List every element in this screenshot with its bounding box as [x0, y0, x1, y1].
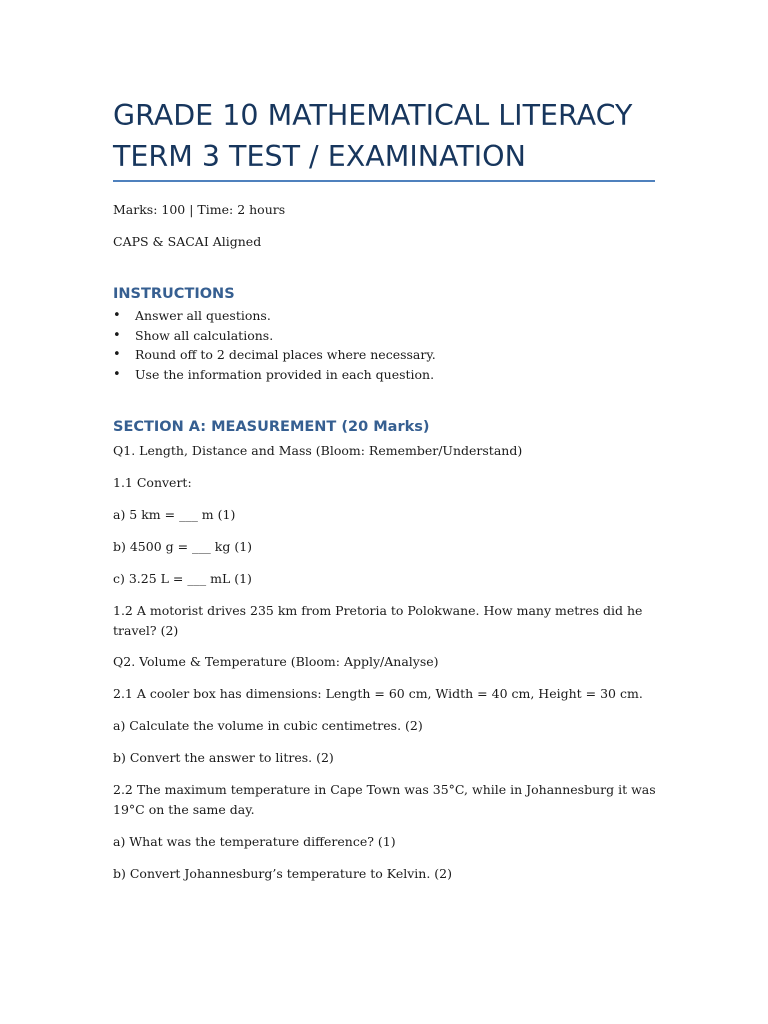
title-underline	[113, 180, 655, 182]
q2-title: Q2. Volume & Temperature (Bloom: Apply/Analyse)	[113, 654, 439, 669]
q1-1: 1.1 Convert:	[113, 475, 192, 490]
q1-1a: a) 5 km = ___ m (1)	[113, 507, 236, 522]
list-item: • Round off to 2 decimal places where necessary.	[113, 345, 436, 365]
q1-1b: b) 4500 g = ___ kg (1)	[113, 539, 253, 554]
q2-2b: b) Convert Johannesburg’s temperature to Kelvin. (2)	[113, 866, 452, 881]
title-line-1: GRADE 10 MATHEMATICAL LITERACY	[113, 99, 633, 132]
document-title	[113, 95, 658, 177]
list-item: • Answer all questions.	[113, 306, 436, 326]
q2-2: 2.2 The maximum temperature in Cape Town was 35°C, while in Johannesburg it was 19°C on the same day.	[113, 782, 656, 817]
q1-1c: c) 3.25 L = ___ mL (1)	[113, 571, 252, 586]
list-item: • Show all calculations.	[113, 326, 436, 346]
title-line-2: TERM 3 TEST / EXAMINATION	[113, 140, 526, 173]
q2-1b: b) Convert the answer to litres. (2)	[113, 750, 334, 765]
q2-2a: a) What was the temperature difference? (1)	[113, 834, 396, 849]
q1-title: Q1. Length, Distance and Mass (Bloom: Remember/Understand)	[113, 443, 523, 458]
q1-2: 1.2 A motorist drives 235 km from Pretoria to Polokwane. How many metres did he travel? (2)	[113, 603, 643, 638]
section-a-heading: SECTION A: MEASUREMENT (20 Marks)	[113, 419, 430, 435]
bullet-icon: •	[113, 327, 121, 343]
bullet-icon: •	[113, 347, 121, 362]
marks-time: Marks: 100 | Time: 2 hours	[113, 202, 286, 217]
list-item: • Use the information provided in each question.	[113, 365, 436, 385]
q2-1: 2.1 A cooler box has dimensions: Length = 60 cm, Width = 40 cm, Height = 30 cm.	[113, 686, 643, 701]
bullet-icon: •	[113, 308, 121, 323]
curriculum-alignment: CAPS & SACAI Aligned	[113, 234, 262, 249]
bullet-icon: •	[113, 366, 121, 382]
instructions-heading: INSTRUCTIONS	[113, 286, 235, 302]
instructions-list	[113, 306, 436, 384]
q2-1a: a) Calculate the volume in cubic centimetres. (2)	[113, 718, 423, 733]
